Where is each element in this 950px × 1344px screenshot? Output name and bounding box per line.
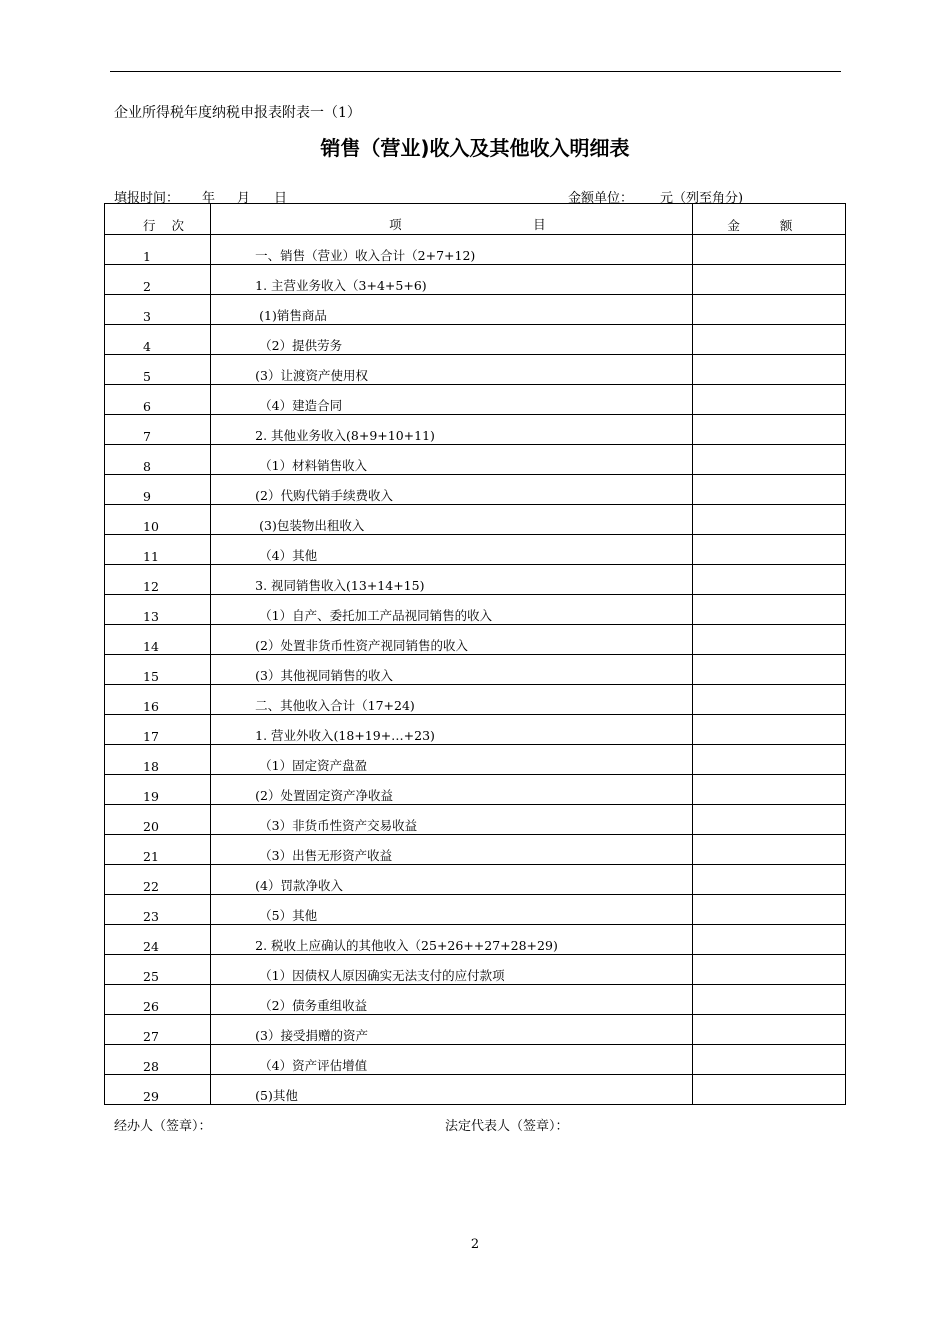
row-number-cell: 15 [105, 655, 211, 685]
handler-signature-label: 经办人（签章）： [114, 1119, 212, 1134]
amount-input-cell[interactable] [692, 475, 845, 505]
row-number-cell: 7 [105, 415, 211, 445]
row-number-cell: 4 [105, 325, 211, 355]
row-number-cell: 6 [105, 385, 211, 415]
item-cell: (1)销售商品 [211, 295, 693, 325]
item-cell: (4）罚款净收入 [211, 865, 693, 895]
row-number-cell: 8 [105, 445, 211, 475]
item-cell: （1）固定资产盘盈 [211, 745, 693, 775]
table-row [105, 1045, 846, 1075]
item-cell: 3. 视同销售收入(13+14+15) [211, 565, 693, 595]
table-row [105, 235, 846, 265]
item-cell: （1）因债权人原因确实无法支付的应付款项 [211, 955, 693, 985]
row-number-cell: 13 [105, 595, 211, 625]
table-row [105, 595, 846, 625]
unit-value: 元（列至角分) [660, 191, 744, 206]
table-row [105, 1015, 846, 1045]
row-number-cell: 11 [105, 535, 211, 565]
table-row [105, 265, 846, 295]
table-row [105, 1075, 846, 1105]
amount-input-cell[interactable] [692, 685, 845, 715]
item-cell: （2）提供劳务 [211, 325, 693, 355]
legal-rep-signature-label: 法定代表人（签章）： [445, 1119, 569, 1134]
row-number-cell: 5 [105, 355, 211, 385]
amount-input-cell[interactable] [692, 355, 845, 385]
table-row [105, 805, 846, 835]
day-label: 日 [274, 191, 288, 206]
table-row [105, 415, 846, 445]
amount-input-cell[interactable] [692, 325, 845, 355]
amount-input-cell[interactable] [692, 955, 845, 985]
table-row [105, 955, 846, 985]
amount-input-cell[interactable] [692, 565, 845, 595]
amount-input-cell[interactable] [692, 895, 845, 925]
table-row [105, 685, 846, 715]
table-row [105, 775, 846, 805]
table-row [105, 745, 846, 775]
item-cell: (3)包装物出租收入 [211, 505, 693, 535]
item-cell: （3）非货币性资产交易收益 [211, 805, 693, 835]
amount-input-cell[interactable] [692, 505, 845, 535]
amount-input-cell[interactable] [692, 595, 845, 625]
row-number-cell: 22 [105, 865, 211, 895]
item-cell: （3）出售无形资产收益 [211, 835, 693, 865]
item-cell: (5)其他 [211, 1075, 693, 1105]
row-number-cell: 23 [105, 895, 211, 925]
item-cell: 2. 其他业务收入(8+9+10+11) [211, 415, 693, 445]
item-cell: （5）其他 [211, 895, 693, 925]
amount-input-cell[interactable] [692, 775, 845, 805]
table-row [105, 325, 846, 355]
item-cell: 一、销售（营业）收入合计（2+7+12) [211, 235, 693, 265]
table-row [105, 445, 846, 475]
amount-input-cell[interactable] [692, 385, 845, 415]
table-row [105, 925, 846, 955]
row-number-cell: 26 [105, 985, 211, 1015]
row-number-cell: 3 [105, 295, 211, 325]
amount-input-cell[interactable] [692, 715, 845, 745]
table-row [105, 655, 846, 685]
amount-input-cell[interactable] [692, 805, 845, 835]
amount-input-cell[interactable] [692, 1045, 845, 1075]
header-row-number: 行 次 [105, 204, 211, 235]
row-number-cell: 27 [105, 1015, 211, 1045]
row-number-cell: 17 [105, 715, 211, 745]
amount-input-cell[interactable] [692, 625, 845, 655]
item-cell: （2）债务重组收益 [211, 985, 693, 1015]
row-number-cell: 28 [105, 1045, 211, 1075]
item-cell: 2. 税收上应确认的其他收入（25+26++27+28+29) [211, 925, 693, 955]
row-number-cell: 1 [105, 235, 211, 265]
amount-input-cell[interactable] [692, 445, 845, 475]
row-number-cell: 18 [105, 745, 211, 775]
item-cell: （4）其他 [211, 535, 693, 565]
table-row [105, 505, 846, 535]
table-header-row [105, 204, 846, 235]
item-cell: 二、其他收入合计（17+24) [211, 685, 693, 715]
item-cell: 1. 营业外收入(18+19+…+23) [211, 715, 693, 745]
table-row [105, 895, 846, 925]
row-number-cell: 29 [105, 1075, 211, 1105]
item-cell: （4）建造合同 [211, 385, 693, 415]
row-number-cell: 20 [105, 805, 211, 835]
header-item-part-1: 项 [389, 217, 402, 232]
amount-input-cell[interactable] [692, 985, 845, 1015]
amount-input-cell[interactable] [692, 1075, 845, 1105]
fill-time-label: 填报时间： [114, 191, 180, 206]
item-cell: （1）材料销售收入 [211, 445, 693, 475]
amount-input-cell[interactable] [692, 535, 845, 565]
item-cell: (3）接受捐赠的资产 [211, 1015, 693, 1045]
item-cell: (2）处置非货币性资产视同销售的收入 [211, 625, 693, 655]
amount-input-cell[interactable] [692, 235, 845, 265]
table-row [105, 355, 846, 385]
row-number-cell: 16 [105, 685, 211, 715]
header-amount: 金 额 [692, 204, 845, 235]
amount-input-cell[interactable] [692, 865, 845, 895]
table-row [105, 385, 846, 415]
month-label: 月 [237, 191, 251, 206]
row-number-cell: 21 [105, 835, 211, 865]
amount-input-cell[interactable] [692, 1015, 845, 1045]
header-item [211, 204, 693, 235]
row-number-cell: 14 [105, 625, 211, 655]
header-rule [110, 71, 841, 72]
item-cell: (3）其他视同销售的收入 [211, 655, 693, 685]
row-number-cell: 19 [105, 775, 211, 805]
unit-label: 金额单位： [568, 191, 634, 206]
item-cell: （1）自产、委托加工产品视同销售的收入 [211, 595, 693, 625]
table-row [105, 985, 846, 1015]
table-row [105, 625, 846, 655]
table-row [105, 295, 846, 325]
row-number-cell: 24 [105, 925, 211, 955]
amount-input-cell[interactable] [692, 295, 845, 325]
amount-input-cell[interactable] [692, 925, 845, 955]
header-item-part-2: 目 [533, 217, 546, 232]
table-row [105, 475, 846, 505]
amount-input-cell[interactable] [692, 415, 845, 445]
item-cell: （4）资产评估增值 [211, 1045, 693, 1075]
amount-input-cell[interactable] [692, 835, 845, 865]
year-label: 年 [202, 191, 216, 206]
table-row [105, 715, 846, 745]
table-row [105, 535, 846, 565]
amount-input-cell[interactable] [692, 745, 845, 775]
amount-input-cell[interactable] [692, 265, 845, 295]
table-row [105, 835, 846, 865]
row-number-cell: 10 [105, 505, 211, 535]
item-cell: (2）代购代销手续费收入 [211, 475, 693, 505]
form-subtitle: 企业所得税年度纳税申报表附表一（1） [114, 105, 361, 121]
row-number-cell: 25 [105, 955, 211, 985]
page-number: 2 [470, 1237, 480, 1252]
item-cell: (3）让渡资产使用权 [211, 355, 693, 385]
item-cell: (2）处置固定资产净收益 [211, 775, 693, 805]
table-row [105, 565, 846, 595]
item-cell: 1. 主营业务收入（3+4+5+6) [211, 265, 693, 295]
amount-input-cell[interactable] [692, 655, 845, 685]
row-number-cell: 12 [105, 565, 211, 595]
table-row [105, 865, 846, 895]
row-number-cell: 9 [105, 475, 211, 505]
income-detail-table [104, 203, 846, 1105]
page-title: 销售（营业)收入及其他收入明细表 [320, 136, 630, 160]
row-number-cell: 2 [105, 265, 211, 295]
